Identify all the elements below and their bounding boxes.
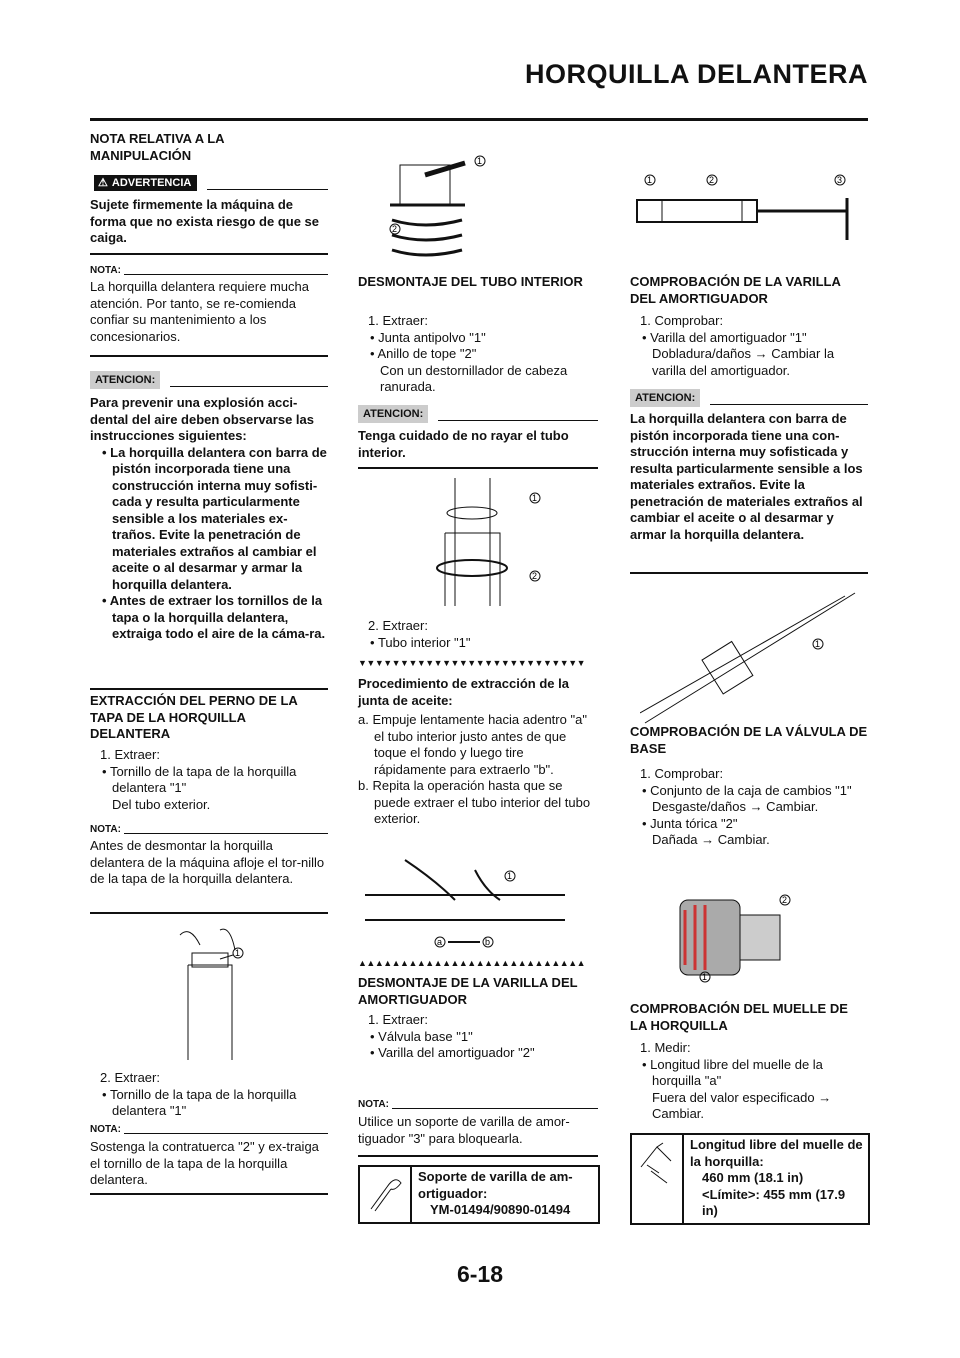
- step: 2. Extraer: • Tubo interior "1": [368, 618, 471, 650]
- step: 2. Extraer: • Tornillo de la tapa de la horquilla delantera "1": [100, 1070, 297, 1118]
- warning-header: [90, 175, 328, 191]
- special-tool-box: Soporte de varilla de am-ortiguador: YM-01494/90890-01494: [358, 1165, 600, 1224]
- step: 1. Extraer: • Junta antipolvo "1" • Anillo de tope "2" Con un destornillador de cabeza ranurada.: [368, 313, 568, 394]
- warning-triangle-icon: ⚠: [98, 177, 108, 189]
- svg-text:a: a: [437, 937, 443, 947]
- figure-tube-extraction: [365, 840, 585, 955]
- nota-header: NOTA:: [358, 1099, 598, 1111]
- procedure-steps: a. Empuje lentamente hacia adentro "a" el tubo interior justo antes de que toque el fondo y luego tire rápidamente para extraerlo "b". b. Repita la operación hasta que se puede extraer el tubo interior del tubo exterior.: [358, 712, 591, 826]
- divider: [90, 1193, 328, 1195]
- svg-text:1: 1: [507, 871, 513, 881]
- divider: [90, 688, 328, 690]
- atencion-header: ATENCION:: [358, 405, 598, 423]
- section-heading: DESMONTAJE DEL TUBO INTERIOR: [358, 274, 583, 289]
- svg-text:1: 1: [477, 156, 483, 166]
- warning-text: Sujete firmemente la máquina de forma que no exista riesgo de que se caiga.: [90, 197, 320, 245]
- svg-text:3: 3: [837, 175, 843, 185]
- procedure-start-marker: ▼▼▼▼▼▼▼▼▼▼▼▼▼▼▼▼▼▼▼▼▼▼▼▼▼▼▼: [358, 658, 586, 668]
- svg-text:2: 2: [709, 175, 715, 185]
- step: 1. Extraer: • Válvula base "1" • Varilla del amortiguador "2": [368, 1012, 535, 1060]
- nota-header: NOTA:: [90, 265, 328, 277]
- tool-holder-icon: [360, 1167, 412, 1222]
- divider: [630, 572, 868, 574]
- advertencia-badge: ⚠ ADVERTENCIA: [94, 175, 197, 191]
- nota-text: Sostenga la contratuerca "2" y ex-traiga el tornillo de la tapa de la horquilla delantera.: [90, 1139, 319, 1187]
- atencion-text: Tenga cuidado de no rayar el tubo interior.: [358, 428, 569, 460]
- procedure-title: Procedimiento de extracción de la junta de aceite:: [358, 676, 569, 708]
- divider: [358, 467, 598, 469]
- page-number: 6-18: [456, 1261, 504, 1287]
- svg-text:1: 1: [235, 948, 241, 958]
- divider: [90, 253, 328, 255]
- divider: [90, 355, 328, 357]
- step: 1. Comprobar: • Conjunto de la caja de cambios "1" Desgaste/daños → Cambiar. • Junta tórica "2" Dañada → Cambiar.: [640, 766, 852, 847]
- figure-base-valve: [670, 885, 810, 985]
- figure-spring-wrench: [370, 145, 500, 270]
- figure-damper-rod: [632, 170, 862, 245]
- nota-header: NOTA:: [90, 1124, 328, 1136]
- caliper-icon: [632, 1135, 684, 1223]
- atencion-header: ATENCION:: [630, 389, 868, 407]
- step: 1. Extraer: • Tornillo de la tapa de la horquilla delantera "1" Del tubo exterior.: [100, 747, 297, 812]
- atencion-header: ATENCION:: [90, 371, 328, 389]
- svg-text:2: 2: [782, 895, 788, 905]
- svg-text:2: 2: [392, 224, 398, 234]
- nota-text: Antes de desmontar la horquilla delantera de la máquina afloje el tor-nillo de la tapa de la horquilla delantera.: [90, 838, 325, 886]
- svg-text:1: 1: [647, 175, 653, 185]
- nota-header: NOTA:: [90, 824, 328, 836]
- divider: [90, 912, 328, 914]
- atencion-text: Para prevenir una explosión acci-dental del aire deben observarse las instrucciones siguientes: • La horquilla delantera con barra de pistón incorporada tiene una construcción interna muy sofisti-cada y resulta particularmente sensible a los materiales ex-traños. Evite la penetración de materiales extraños al cambiar el aceite o al desarmar y armar la horquilla delantera. • Antes de extraer los tornillos de la tapa o la horquilla delantera, extraiga todo el aire de la cáma-ra.: [90, 395, 327, 641]
- atencion-text: La horquilla delantera con barra de pistón incorporada tiene una con-strucción interna muy sofisticada y resulta particularmente sensible a los materiales extraños. Evite la penetración de materiales extraños al cambiar el aceite o al desarmar y armar la horquilla delantera.: [630, 411, 863, 542]
- svg-text:2: 2: [532, 571, 538, 581]
- svg-text:b: b: [485, 937, 491, 947]
- page-title: HORQUILLA DELANTERA: [525, 59, 868, 89]
- svg-text:1: 1: [532, 493, 538, 503]
- divider: [358, 1155, 598, 1157]
- section-heading: COMPROBACIÓN DE LA VÁLVULA DE BASE: [630, 724, 868, 756]
- nota-text: Utilice un soporte de varilla de amor-tiguador "3" para bloquearla.: [358, 1114, 570, 1146]
- step: 1. Comprobar: • Varilla del amortiguador "1" Dobladura/daños → Cambiar la varilla del amortiguador.: [640, 313, 835, 378]
- nota-text: La horquilla delantera requiere mucha atención. Por tanto, se re-comienda confiar su mantenimiento a los concesionarios.: [90, 279, 309, 344]
- svg-text:1: 1: [702, 972, 708, 982]
- section-heading: COMPROBACIÓN DE LA VARILLA DEL AMORTIGUADOR: [630, 274, 841, 306]
- svg-text:1: 1: [815, 639, 821, 649]
- procedure-end-marker: ▲▲▲▲▲▲▲▲▲▲▲▲▲▲▲▲▲▲▲▲▲▲▲▲▲▲▲: [358, 958, 586, 968]
- figure-inner-tube: [420, 478, 550, 606]
- section-heading: NOTA RELATIVA A LA MANIPULACIÓN: [90, 131, 225, 163]
- step: 1. Medir: • Longitud libre del muelle de la horquilla "a" Fuera del valor especificado → Cambiar.: [640, 1040, 832, 1121]
- section-heading: COMPROBACIÓN DEL MUELLE DE LA HORQUILLA: [630, 1001, 848, 1033]
- section-heading: EXTRACCIÓN DEL PERNO DE LA TAPA DE LA HORQUILLA DELANTERA: [90, 693, 298, 741]
- figure-cap-bolt: [170, 925, 260, 1060]
- section-heading: DESMONTAJE DE LA VARILLA DEL AMORTIGUADOR: [358, 975, 578, 1007]
- title-rule: [90, 118, 868, 121]
- figure-base-valve-rod: [640, 588, 860, 728]
- spec-box: Longitud libre del muelle de la horquilla: 460 mm (18.1 in) <Límite>: 455 mm (17.9 in): [630, 1133, 870, 1225]
